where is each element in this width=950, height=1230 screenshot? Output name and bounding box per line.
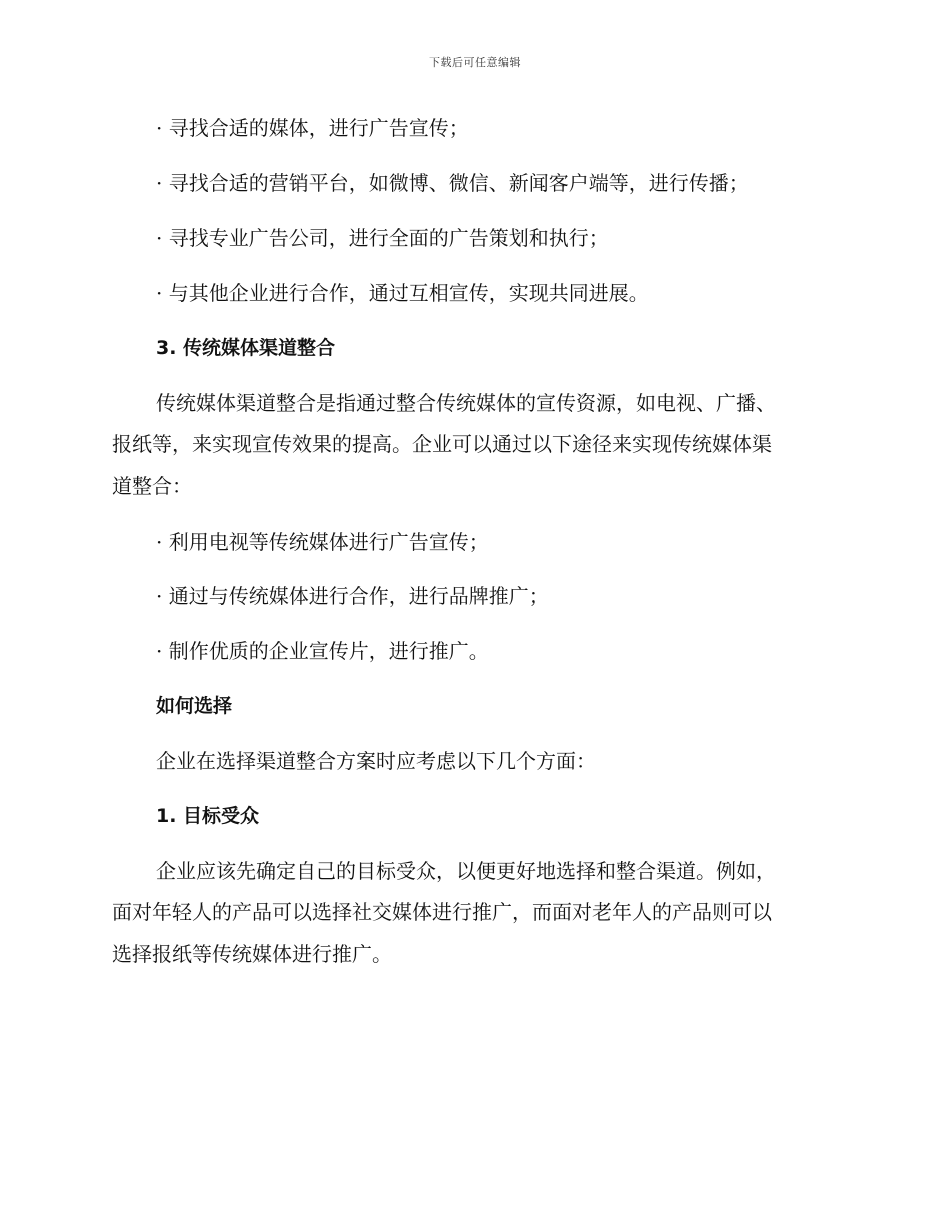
list-item: · 通过与传统媒体进行合作，进行品牌推广； [156, 584, 549, 608]
paragraph-line: 道整合： [112, 474, 192, 498]
paragraph-line: 传统媒体渠道整合是指通过整合传统媒体的宣传资源，如电视、广播、 [156, 391, 776, 415]
list-item: · 制作优质的企业宣传片，进行推广。 [156, 639, 489, 663]
list-item: · 利用电视等传统媒体进行广告宣传； [156, 530, 489, 554]
paragraph-line: 选择报纸等传统媒体进行推广。 [112, 942, 392, 966]
list-item: · 寻找合适的营销平台，如微博、微信、新闻客户端等，进行传播； [156, 171, 749, 195]
paragraph-line: 报纸等，来实现宣传效果的提高。企业可以通过以下途径来实现传统媒体渠 [112, 432, 772, 456]
list-item: · 寻找合适的媒体，进行广告宣传； [156, 116, 469, 140]
section-heading: 如何选择 [156, 695, 233, 717]
paragraph-line: 企业在选择渠道整合方案时应考虑以下几个方面： [156, 749, 596, 773]
page-header: 下载后可任意编辑 [429, 56, 521, 69]
section-heading: 3. 传统媒体渠道整合 [156, 337, 336, 359]
section-heading: 1. 目标受众 [156, 805, 260, 827]
list-item: · 与其他企业进行合作，通过互相宣传，实现共同进展。 [156, 281, 649, 305]
paragraph-line: 企业应该先确定自己的目标受众，以便更好地选择和整合渠道。例如， [156, 859, 776, 883]
list-item: · 寻找专业广告公司，进行全面的广告策划和执行； [156, 226, 609, 250]
paragraph-line: 面对年轻人的产品可以选择社交媒体进行推广，而面对老年人的产品则可以 [112, 900, 772, 924]
